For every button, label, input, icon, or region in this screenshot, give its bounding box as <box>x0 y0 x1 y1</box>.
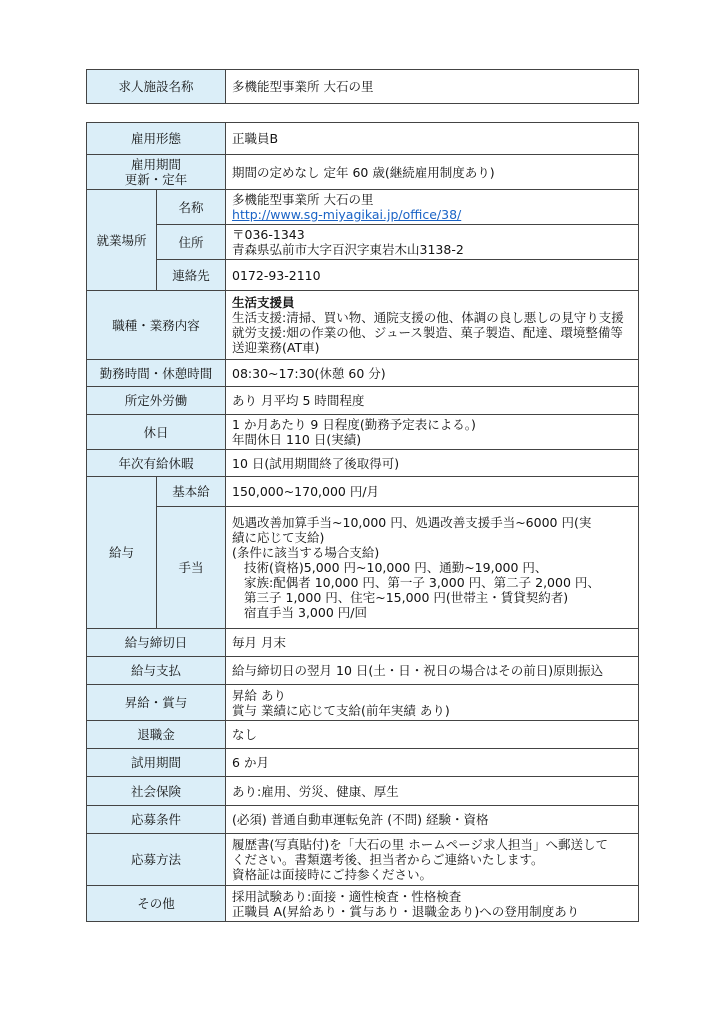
workplace-phone: 0172-93-2110 <box>226 260 639 291</box>
paid-leave-value: 10 日(試用期間終了後取得可) <box>226 450 639 477</box>
duties-line1: 生活支援:清掃、買い物、通院支援の他、体調の良し悪しの見守り支援 <box>232 310 624 325</box>
payment-label: 給与支払 <box>87 657 226 685</box>
workplace-address-cell <box>226 225 639 260</box>
holidays-line2: 年間休日 110 日(実績) <box>232 432 362 447</box>
table-row <box>87 291 639 360</box>
table-row <box>87 155 639 190</box>
allowance-line4: 技術(資格)5,000 円~10,000 円、通勤~19,000 円、 <box>244 560 548 575</box>
duties-line2: 就労支援:畑の作業の他、ジュース製造、菓子製造、配達、環境整備等 <box>232 325 623 340</box>
overtime-value: あり 月平均 5 時間程度 <box>226 387 639 415</box>
table-row <box>87 190 639 225</box>
table-row <box>87 834 639 886</box>
allowance-line2: 績に応じて支給) <box>232 530 325 545</box>
allowance-line6: 第三子 1,000 円、住宅~15,000 円(世帯主・賃貸契約者) <box>244 590 569 605</box>
table-row <box>87 749 639 777</box>
duties-title: 生活支援員 <box>232 295 295 310</box>
paid-leave-label: 年次有給休暇 <box>87 450 226 477</box>
workplace-address: 青森県弘前市大字百沢字東岩木山3138-2 <box>232 242 464 257</box>
table-row <box>87 415 639 450</box>
other-label: その他 <box>87 886 226 922</box>
requirements-label: 応募条件 <box>87 806 226 834</box>
payment-value: 給与締切日の翌月 10 日(土・日・祝日の場合はその前日)原則振込 <box>226 657 639 685</box>
insurance-value: あり:雇用、労災、健康、厚生 <box>226 777 639 806</box>
apply-line1: 履歴書(写真貼付)を「大石の里 ホームページ求人担当」へ郵送して <box>232 837 608 852</box>
salary-base-value: 150,000~170,000 円/月 <box>226 477 639 507</box>
employment-type-label: 雇用形態 <box>87 123 226 155</box>
workplace-address-label: 住所 <box>157 225 226 260</box>
raise-label: 昇給・賞与 <box>87 685 226 721</box>
period-label-line1: 雇用期間 <box>131 157 182 172</box>
table-row <box>87 225 639 260</box>
workplace-postal: 〒036-1343 <box>232 227 305 242</box>
workplace-name-label: 名称 <box>157 190 226 225</box>
table-row <box>87 260 639 291</box>
workplace-name-cell <box>226 190 639 225</box>
hours-label: 勤務時間・休憩時間 <box>87 360 226 387</box>
closing-value: 毎月 月末 <box>226 629 639 657</box>
apply-line2: ください。書類選考後、担当者からご連絡いたします。 <box>232 852 544 867</box>
allowance-line3: (条件に該当する場合支給) <box>232 545 380 560</box>
table-row <box>87 806 639 834</box>
trial-value: 6 か月 <box>226 749 639 777</box>
duties-label: 職種・業務内容 <box>87 291 226 360</box>
period-value: 期間の定めなし 定年 60 歳(継続雇用制度あり) <box>226 155 639 190</box>
apply-cell <box>226 834 639 886</box>
holidays-line1: 1 か月あたり 9 日程度(勤務予定表による。) <box>232 417 476 432</box>
hours-value: 08:30~17:30(休憩 60 分) <box>226 360 639 387</box>
workplace-label: 就業場所 <box>87 190 157 291</box>
workplace-contact-label: 連絡先 <box>157 260 226 291</box>
table-row <box>87 685 639 721</box>
facility-table <box>86 69 639 104</box>
allowance-line7: 宿直手当 3,000 円/回 <box>244 605 367 620</box>
overtime-label: 所定外労働 <box>87 387 226 415</box>
salary-allowance-cell <box>226 507 639 629</box>
holidays-label: 休日 <box>87 415 226 450</box>
table-row <box>87 387 639 415</box>
insurance-label: 社会保険 <box>87 777 226 806</box>
duties-line3: 送迎業務(AT車) <box>232 340 320 355</box>
raise-cell <box>226 685 639 721</box>
allowance-line5: 家族:配偶者 10,000 円、第一子 3,000 円、第二子 2,000 円、 <box>244 575 600 590</box>
retirement-label: 退職金 <box>87 721 226 749</box>
holidays-cell <box>226 415 639 450</box>
retirement-value: なし <box>226 721 639 749</box>
table-row <box>87 360 639 387</box>
other-line1: 採用試験あり:面接・適性検査・性格検査 <box>232 888 462 904</box>
raise-line2: 賞与 業績に応じて支給(前年実績 あり) <box>232 702 450 718</box>
table-row <box>87 886 639 922</box>
other-line2: 正職員 A(昇給あり・賞与あり・退職金あり)への登用制度あり <box>232 903 580 919</box>
salary-base-label: 基本給 <box>157 477 226 507</box>
requirements-value: (必須) 普通自動車運転免許 (不問) 経験・資格 <box>226 806 639 834</box>
facility-label: 求人施設名称 <box>87 70 226 104</box>
table-row <box>87 721 639 749</box>
employment-type-value: 正職員B <box>226 123 639 155</box>
table-row <box>87 777 639 806</box>
facility-value: 多機能型事業所 大石の里 <box>226 70 639 104</box>
period-label-line2: 更新・定年 <box>124 172 188 187</box>
allowance-line1: 処遇改善加算手当~10,000 円、処遇改善支援手当~6000 円(実 <box>232 515 592 530</box>
closing-label: 給与締切日 <box>87 629 226 657</box>
salary-label: 給与 <box>87 477 157 629</box>
job-details-table <box>86 122 639 922</box>
other-cell <box>226 886 639 922</box>
salary-allowance-label: 手当 <box>157 507 226 629</box>
apply-label: 応募方法 <box>87 834 226 886</box>
trial-label: 試用期間 <box>87 749 226 777</box>
table-row <box>87 507 639 629</box>
period-label <box>87 155 226 190</box>
table-row <box>87 477 639 507</box>
table-row <box>87 123 639 155</box>
raise-line1: 昇給 あり <box>232 687 286 703</box>
workplace-name-value: 多機能型事業所 大石の里 <box>232 192 374 207</box>
duties-cell <box>226 291 639 360</box>
workplace-url-link[interactable]: http://www.sg-miyagikai.jp/office/38/ <box>232 207 462 222</box>
apply-line3: 資格証は面接時にご持参ください。 <box>232 867 433 882</box>
table-row <box>87 629 639 657</box>
table-row <box>87 657 639 685</box>
table-row <box>87 450 639 477</box>
